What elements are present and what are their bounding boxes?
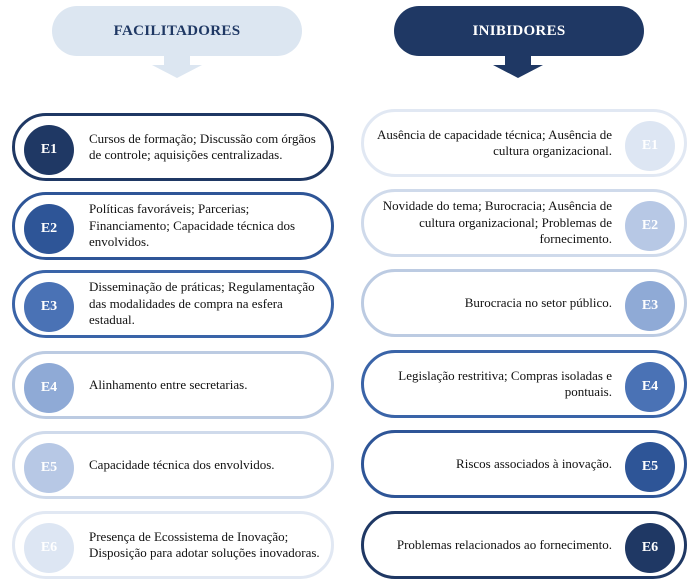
facilitador-badge-e2: E2 (24, 204, 74, 254)
facilitadores-header: FACILITADORES (52, 6, 302, 56)
facilitador-row-e4 (12, 351, 334, 419)
facilitador-row-e1 (12, 113, 334, 181)
facilitador-row-e5 (12, 431, 334, 499)
facilitador-row-e3 (12, 270, 334, 338)
inibidor-text-e5: Riscos associados à inovação. (456, 455, 612, 471)
facilitadores-arrow-down-icon (152, 65, 202, 78)
inibidor-badge-e4: E4 (625, 362, 675, 412)
facilitador-badge-e3: E3 (24, 282, 74, 332)
inibidor-row-e2 (361, 189, 687, 257)
inibidor-badge-e1: E1 (625, 121, 675, 171)
facilitador-text-e5: Capacidade técnica dos envolvidos. (89, 456, 275, 472)
inibidor-badge-e3: E3 (625, 281, 675, 331)
facilitador-row-e6 (12, 511, 334, 579)
facilitador-text-e4: Alinhamento entre secretarias. (89, 376, 248, 392)
inibidor-text-e2: Novidade do tema; Burocracia; Ausência de cultura organizacional; Problemas de fornecimento. (382, 198, 612, 247)
inibidores-header: INIBIDORES (394, 6, 644, 56)
facilitador-text-e2: Políticas favoráveis; Parcerias; Financiamento; Capacidade técnica dos envolvidos. (89, 201, 296, 250)
inibidor-row-e3 (361, 269, 687, 337)
inibidores-arrow-down-icon (493, 65, 543, 78)
inibidor-text-e6: Problemas relacionados ao fornecimento. (396, 536, 612, 552)
inibidor-text-e1: Ausência de capacidade técnica; Ausência de cultura organizacional. (377, 126, 612, 158)
facilitador-badge-e5: E5 (24, 443, 74, 493)
facilitador-row-e2 (12, 192, 334, 260)
inibidor-row-e6 (361, 511, 687, 579)
facilitador-badge-e1: E1 (24, 125, 74, 175)
inibidor-badge-e2: E2 (625, 201, 675, 251)
inibidor-badge-e6: E6 (625, 523, 675, 573)
facilitador-badge-e4: E4 (24, 363, 74, 413)
inibidor-text-e4: Legislação restritiva; Compras isoladas e pontuais. (398, 367, 612, 399)
inibidor-badge-e5: E5 (625, 442, 675, 492)
inibidor-text-e3: Burocracia no setor público. (464, 294, 612, 310)
facilitador-text-e3: Disseminação de práticas; Regulamentação das modalidades de compra na esfera estadual. (89, 279, 315, 328)
inibidor-row-e5 (361, 430, 687, 498)
facilitador-badge-e6: E6 (24, 523, 74, 573)
inibidor-row-e1 (361, 109, 687, 177)
facilitador-text-e6: Presença de Ecossistema de Inovação; Disposição para adotar soluções inovadoras. (89, 528, 320, 560)
inibidor-row-e4 (361, 350, 687, 418)
facilitador-text-e1: Cursos de formação; Discussão com órgãos de controle; aquisições centralizadas. (89, 130, 316, 162)
